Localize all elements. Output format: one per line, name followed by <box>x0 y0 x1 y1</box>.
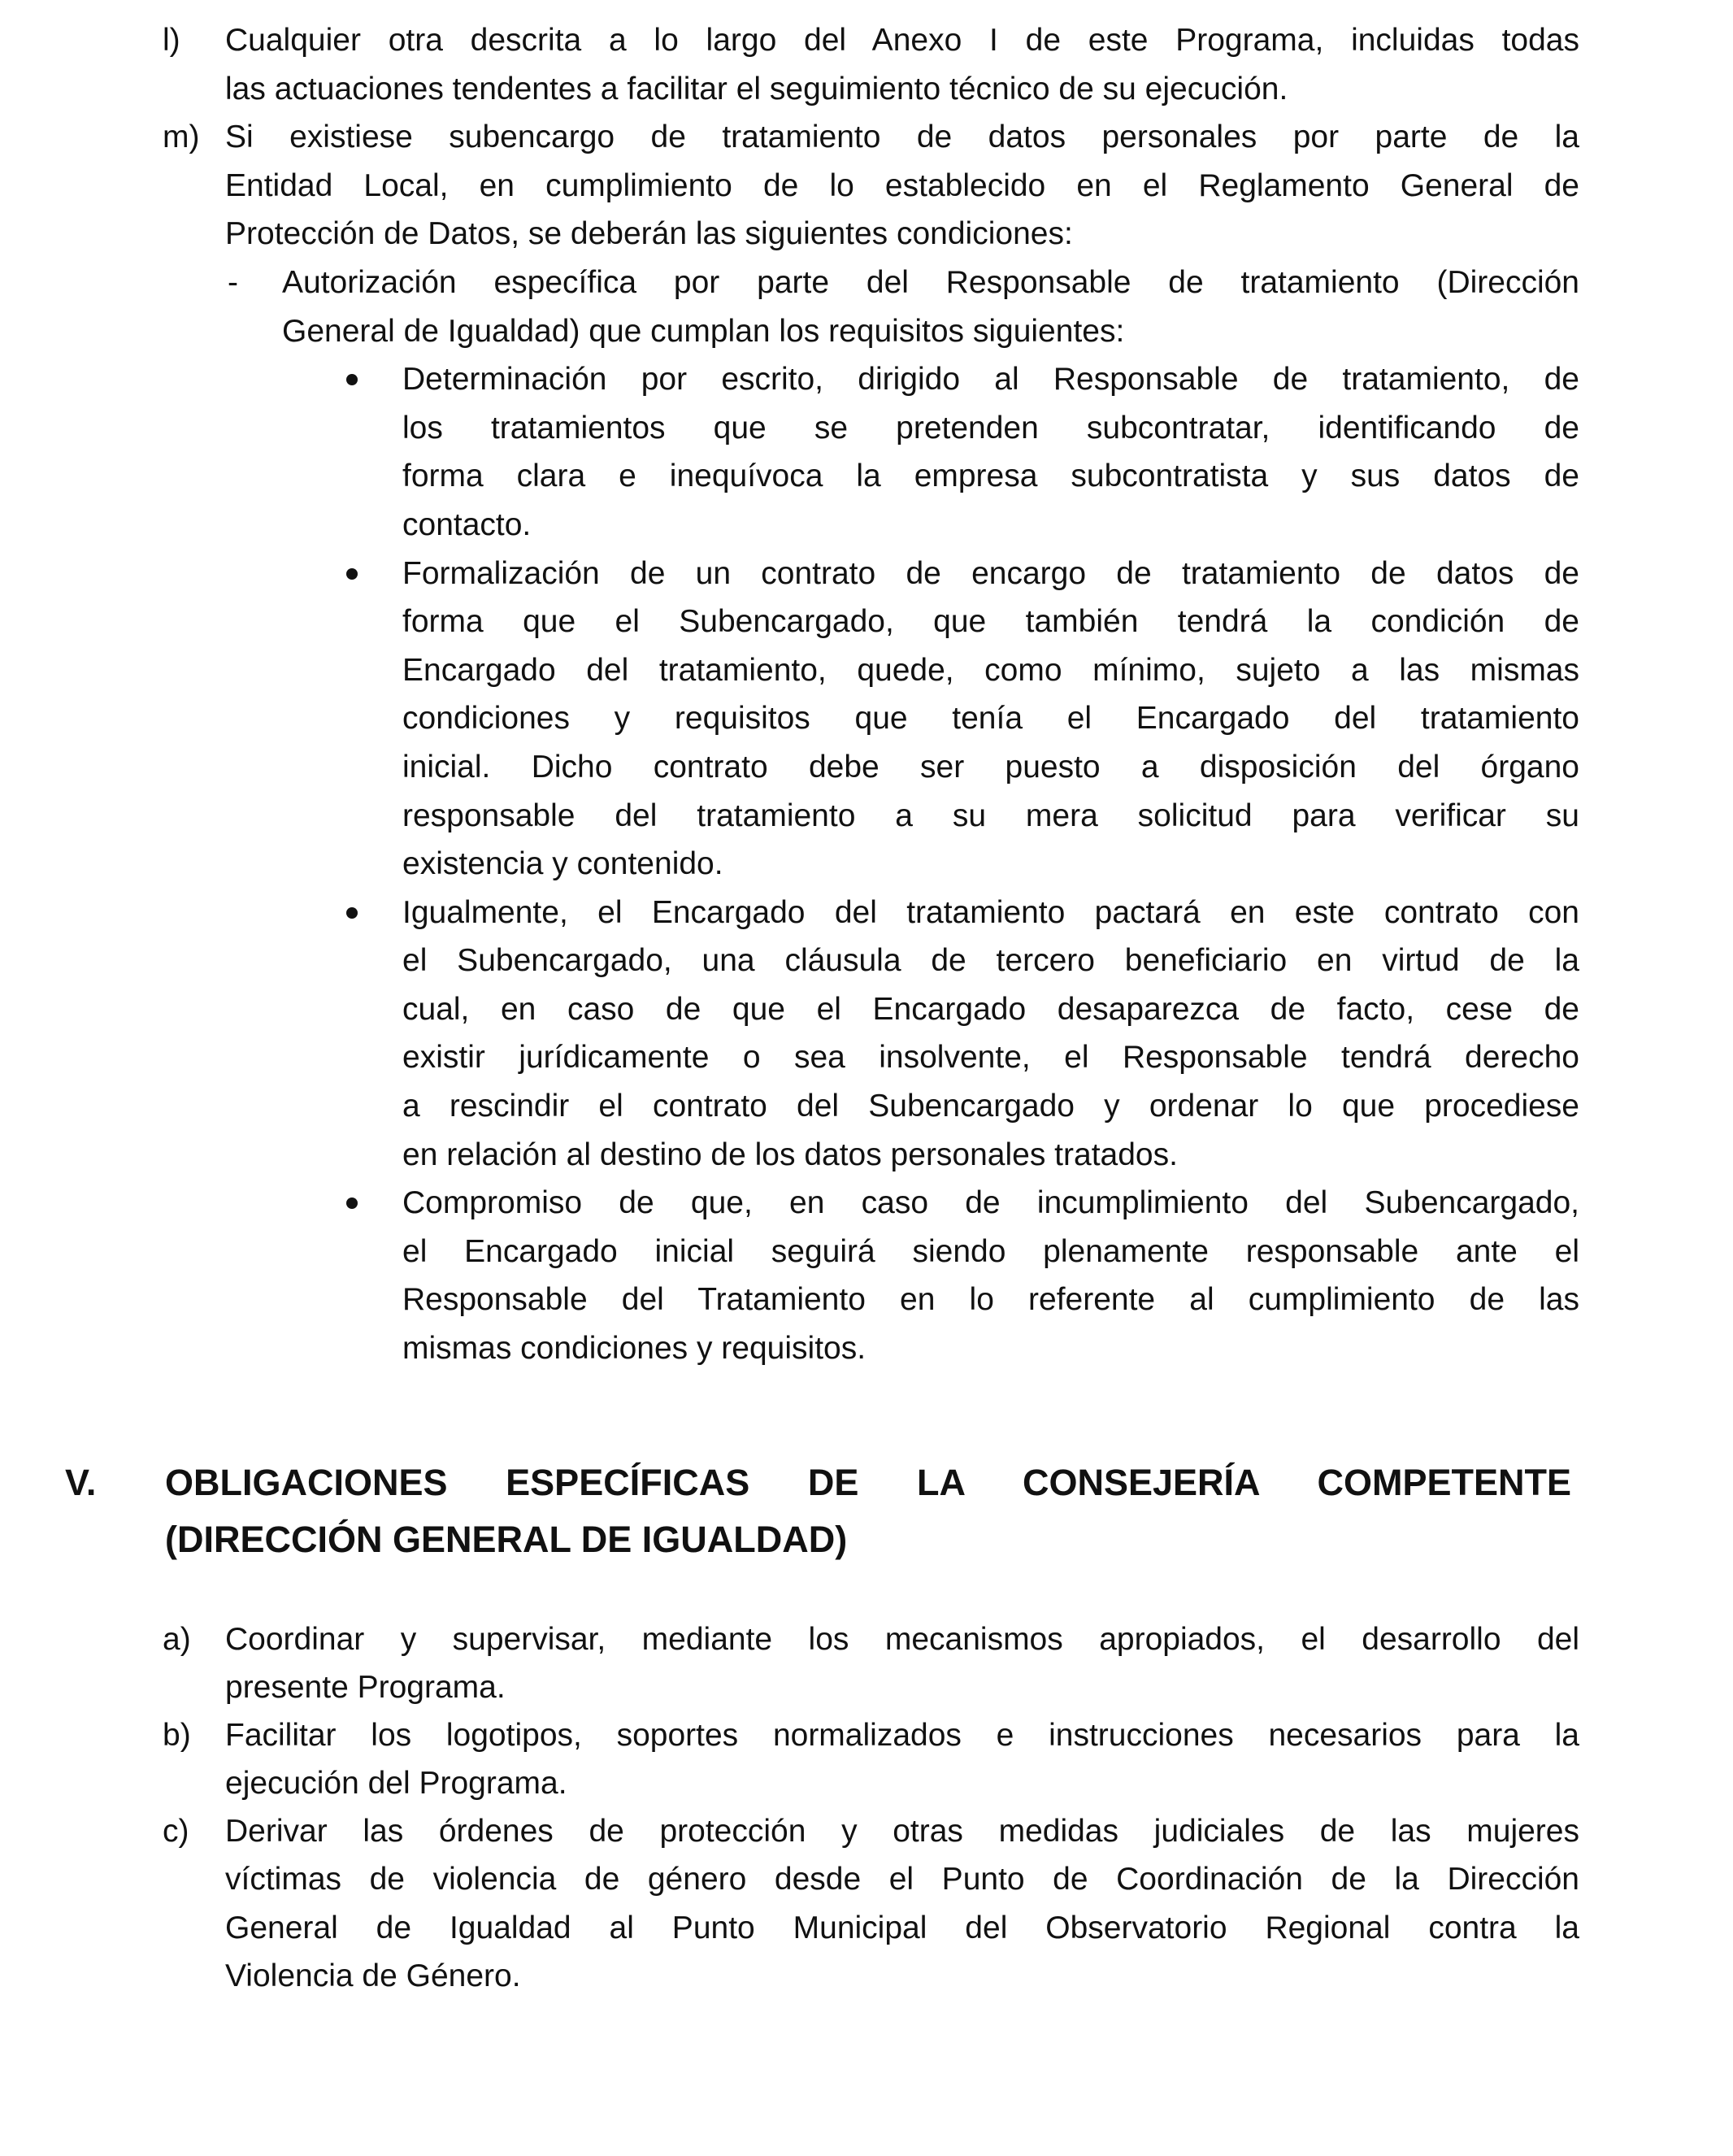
section-heading <box>65 1454 1571 1568</box>
text-line: inicial. Dicho contrato debe ser puesto a disposición del órgano <box>402 749 1579 785</box>
consejeria-obligations-list <box>163 1615 1579 2000</box>
bullet-item <box>163 1179 1579 1372</box>
bullet-item <box>163 889 1579 1180</box>
list-item <box>163 1807 1579 1999</box>
bullet-item <box>163 550 1579 889</box>
section-number: V. <box>65 1462 97 1503</box>
list-item <box>163 1711 1579 1807</box>
bullet-icon <box>346 568 358 580</box>
text-line: víctimas de violencia de género desde el Punto de Coordinación de la Dirección <box>225 1862 1579 1897</box>
text-line: condiciones y requisitos que tenía el Encargado del tratamiento <box>402 701 1579 737</box>
text-line: forma que el Subencargado, que también tendrá la condición de <box>402 604 1579 640</box>
text-line: Responsable del Tratamiento en lo referente al cumplimiento de las <box>402 1282 1579 1318</box>
bullet-item <box>163 355 1579 549</box>
text-line: los tratamientos que se pretenden subcontratar, identificando de <box>402 410 1579 446</box>
item-marker: a) <box>163 1622 191 1657</box>
bullet-icon <box>346 907 358 919</box>
text-line: General de Igualdad al Punto Municipal del Observatorio Regional contra la <box>225 1910 1579 1945</box>
text-line: Determinación por escrito, dirigido al Responsable de tratamiento, de <box>402 362 1579 398</box>
text-line: en relación al destino de los datos personales tratados. <box>402 1137 1178 1172</box>
text-line: presente Programa. <box>225 1670 506 1706</box>
text-line: Entidad Local, en cumplimiento de lo establecido en el Reglamento General de <box>225 167 1579 203</box>
item-marker: c) <box>163 1814 189 1850</box>
section-title-line: OBLIGACIONES ESPECÍFICAS DE LA CONSEJERÍA COMPETENTE <box>165 1462 1571 1503</box>
text-line: Coordinar y supervisar, mediante los mecanismos apropiados, el desarrollo del <box>225 1622 1579 1657</box>
text-line: Derivar las órdenes de protección y otras medidas judiciales de las mujeres <box>225 1814 1579 1850</box>
section-title-line: (DIRECCIÓN GENERAL DE IGUALDAD) <box>165 1519 848 1560</box>
text-line: forma clara e inequívoca la empresa subcontratista y sus datos de <box>402 459 1579 494</box>
item-marker: b) <box>163 1718 191 1754</box>
text-line: General de Igualdad) que cumplan los requisitos siguientes: <box>282 313 1125 349</box>
text-line: el Subencargado, una cláusula de tercero beneficiario en virtud de la <box>402 943 1579 979</box>
bullet-icon <box>346 1198 358 1209</box>
list-item <box>163 113 1579 259</box>
text-line: responsable del tratamiento a su mera solicitud para verificar su <box>402 798 1579 833</box>
dash-marker: - <box>228 264 238 300</box>
text-line: a rescindir el contrato del Subencargado y ordenar lo que procediese <box>402 1089 1579 1124</box>
sub-list-item <box>163 259 1579 355</box>
text-line: Compromiso de que, en caso de incumplimiento del Subencargado, <box>402 1185 1579 1221</box>
item-marker: m) <box>163 120 200 155</box>
text-line: Encargado del tratamiento, quede, como mínimo, sujeto a las mismas <box>402 652 1579 688</box>
text-line: Cualquier otra descrita a lo largo del Anexo I de este Programa, incluidas todas <box>225 23 1579 58</box>
text-line: el Encargado inicial seguirá siendo plenamente responsable ante el <box>402 1233 1579 1269</box>
text-line: cual, en caso de que el Encargado desaparezca de facto, cese de <box>402 991 1579 1027</box>
text-line: Formalización de un contrato de encargo de tratamiento de datos de <box>402 555 1579 591</box>
text-line: Autorización específica por parte del Responsable de tratamiento (Dirección <box>282 264 1579 300</box>
obligations-list-continued <box>163 16 1579 1373</box>
text-line: las actuaciones tendentes a facilitar el seguimiento técnico de su ejecución. <box>225 71 1288 106</box>
text-line: Facilitar los logotipos, soportes normalizados e instrucciones necesarios para la <box>225 1718 1579 1754</box>
text-line: existencia y contenido. <box>402 846 723 882</box>
text-line: contacto. <box>402 506 532 542</box>
text-line: Violencia de Género. <box>225 1958 521 1993</box>
list-item <box>163 16 1579 113</box>
list-item <box>163 1615 1579 1711</box>
text-line: existir jurídicamente o sea insolvente, el Responsable tendrá derecho <box>402 1040 1579 1076</box>
text-line: Si existiese subencargo de tratamiento de datos personales por parte de la <box>225 120 1579 155</box>
item-marker: l) <box>163 23 180 58</box>
text-line: Igualmente, el Encargado del tratamiento pactará en este contrato con <box>402 894 1579 930</box>
text-line: mismas condiciones y requisitos. <box>402 1331 866 1367</box>
text-line: ejecución del Programa. <box>225 1766 567 1802</box>
bullet-icon <box>346 374 358 385</box>
text-line: Protección de Datos, se deberán las siguientes condiciones: <box>225 216 1073 252</box>
